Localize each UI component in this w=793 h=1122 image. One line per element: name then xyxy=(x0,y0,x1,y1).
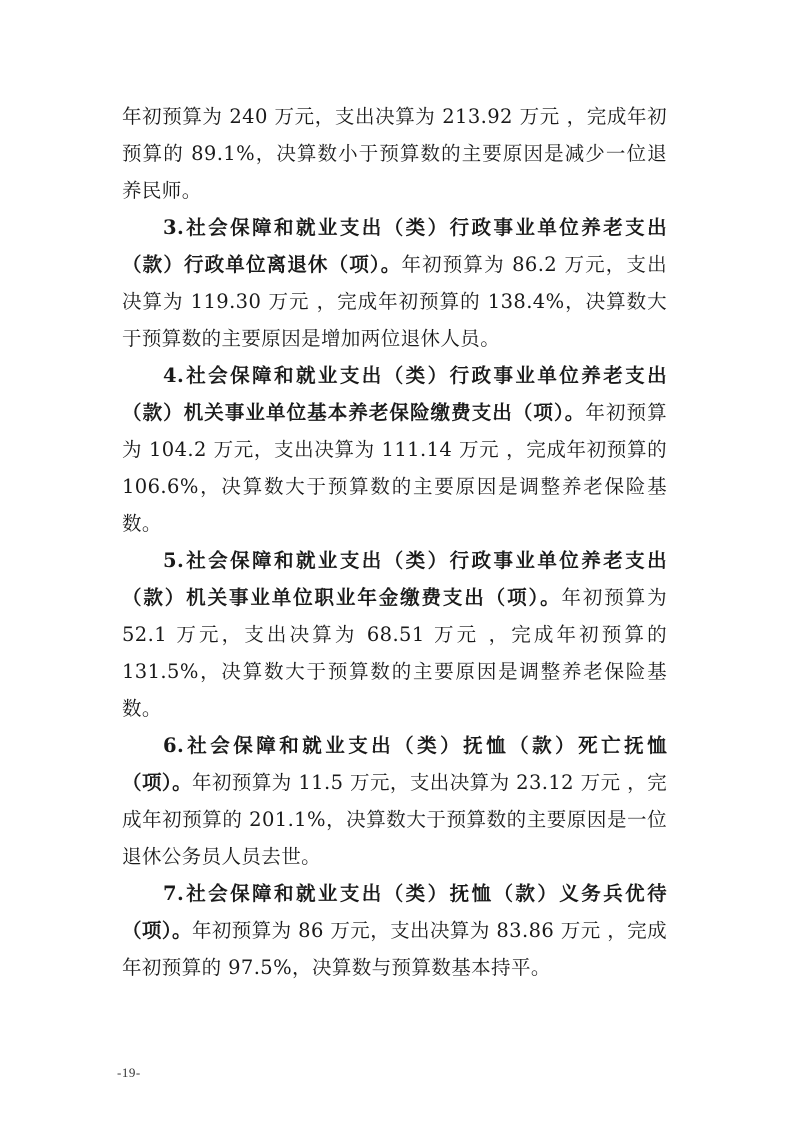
paragraph-heading: 6.社会保障和就业支出（类）抚恤（款）死亡抚恤（项）。 xyxy=(122,734,667,794)
paragraph-text: 年初预算为 104.2 万元，支出决算为 111.14 万元 ，完成年初预算的 106.6%，决算数大于预算数的主要原因是调整养老保险基数。 xyxy=(122,401,668,535)
paragraph-heading: 7.社会保障和就业支出（类）抚恤（款）义务兵优待（项）。 xyxy=(122,882,667,942)
paragraph-text: 年初预算为 86 万元，支出决算为 83.86 万元 ，完成年初预算的 97.5%，决算数与预算数基本持平。 xyxy=(122,919,667,979)
paragraph-text: 年初预算为 86.2 万元，支出决算为 119.30 万元 ，完成年初预算的 138.4%，决算数大于预算数的主要原因是增加两位退休人员。 xyxy=(122,253,667,350)
paragraph-item-5 xyxy=(122,542,667,727)
paragraph-heading: 4.社会保障和就业支出（类）行政事业单位养老支出（款）机关事业单位基本养老保险缴费支出（项）。 xyxy=(122,364,667,424)
paragraph-continuation xyxy=(122,98,667,209)
paragraph-heading: 3.社会保障和就业支出（类）行政事业单位养老支出（款）行政单位离退休（项）。 xyxy=(122,216,667,276)
paragraph-item-7 xyxy=(122,875,667,986)
page-number: -19- xyxy=(117,1065,141,1080)
paragraph-item-4 xyxy=(122,357,667,542)
paragraph-item-6 xyxy=(122,727,667,875)
paragraph-text: 年初预算为 11.5 万元，支出决算为 23.12 万元 ，完成年初预算的 201.1%，决算数大于预算数的主要原因是一位退休公务员人员去世。 xyxy=(122,771,667,868)
paragraph-item-3 xyxy=(122,209,667,357)
document-body xyxy=(122,98,667,986)
paragraph-text: 年初预算为 240 万元，支出决算为 213.92 万元 ，完成年初预算的 89.1%，决算数小于预算数的主要原因是减少一位退养民师。 xyxy=(122,105,667,202)
paragraph-heading: 5.社会保障和就业支出（类）行政事业单位养老支出（款）机关事业单位职业年金缴费支出（项）。 xyxy=(122,549,667,609)
paragraph-text: 年初预算为 52.1 万元，支出决算为 68.51 万元 ，完成年初预算的 131.5%，决算数大于预算数的主要原因是调整养老保险基数。 xyxy=(122,586,667,720)
